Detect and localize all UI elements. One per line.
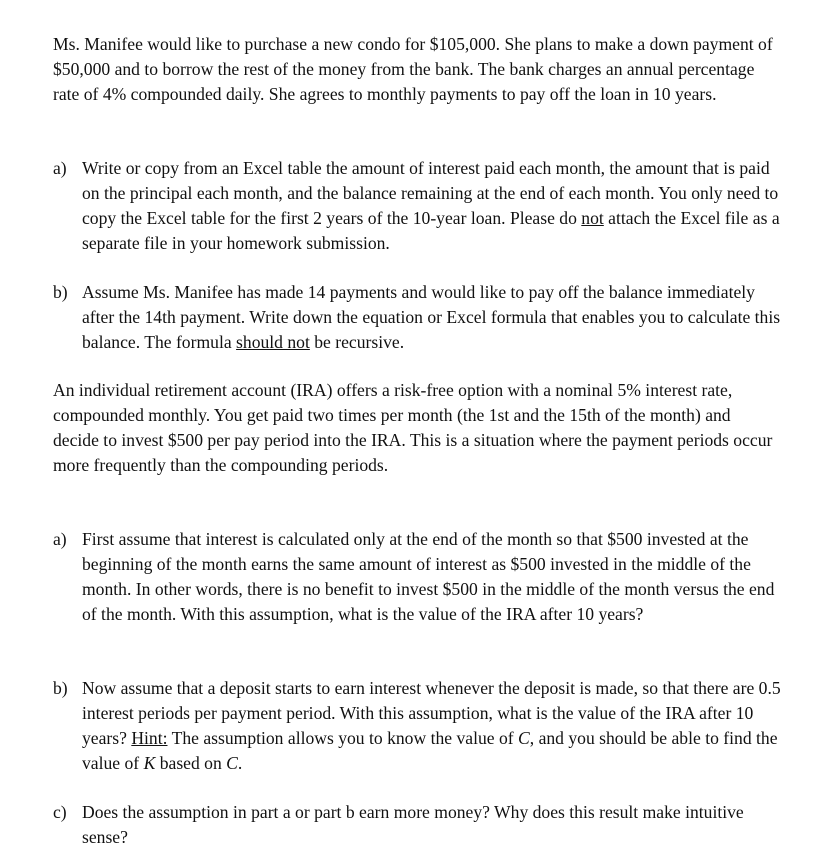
part-label: a) xyxy=(53,529,67,549)
part-label: b) xyxy=(53,678,68,698)
problem2-part-a xyxy=(53,527,783,627)
variable-k: K xyxy=(143,753,156,773)
part-label: b) xyxy=(53,282,68,302)
part-text: First assume that interest is calculated only at the end of the month so that $500 invested at the beginning of the month earns the same amount of interest as $500 invested in the middle of the month. In other words, there is no benefit to invest $500 in the middle of the month versus the end of the month. With this assumption, what is the value of the IRA after 10 years? xyxy=(82,529,775,624)
variable-c: C xyxy=(518,728,530,748)
problem2-part-c xyxy=(53,800,783,850)
problem2-intro: An individual retirement account (IRA) offers a risk-free option with a nominal 5% interest rate, compounded monthly. You get paid two times per month (the 1st and the 15th of the month) and decide to invest $500 per pay period into the IRA. This is a situation where the payment periods occur more frequently than the compounding periods. xyxy=(53,380,773,475)
part-text: Now assume that a deposit starts to earn interest whenever the deposit is made, so that there are 0.5 interest periods per payment period. With this assumption, what is the value of the IRA after 10 years? Hint: The assumption allows you to know the value of C, and you should be able to find the value of K based on C. xyxy=(82,678,781,773)
underlined-not: not xyxy=(581,208,604,228)
part-text: Write or copy from an Excel table the amount of interest paid each month, the amount that is paid on the principal each month, and the balance remaining at the end of each month. You only need to copy the Excel table for the first 2 years of the 10-year loan. Please do not attach the Excel file as a separate file in your homework submission. xyxy=(82,158,780,253)
hint-label: Hint: xyxy=(131,728,168,748)
part-text: Assume Ms. Manifee has made 14 payments and would like to pay off the balance immediately after the 14th payment. Write down the equation or Excel formula that enables you to calculate this balance. The formula should not be recursive. xyxy=(82,282,781,352)
problem1-intro: Ms. Manifee would like to purchase a new condo for $105,000. She plans to make a down payment of $50,000 and to borrow the rest of the money from the bank. The bank charges an annual percentage rate of 4% compounded daily. She agrees to monthly payments to pay off the loan in 10 years. xyxy=(53,34,773,104)
problem1-part-b xyxy=(53,280,783,355)
part-text: Does the assumption in part a or part b earn more money? Why does this result make intuitive sense? xyxy=(82,802,744,847)
underlined-should-not: should not xyxy=(236,332,310,352)
problem2-part-b xyxy=(53,676,783,776)
part-label: a) xyxy=(53,158,67,178)
part-label: c) xyxy=(53,802,67,822)
problem1-part-a xyxy=(53,156,783,256)
variable-c: C xyxy=(226,753,238,773)
